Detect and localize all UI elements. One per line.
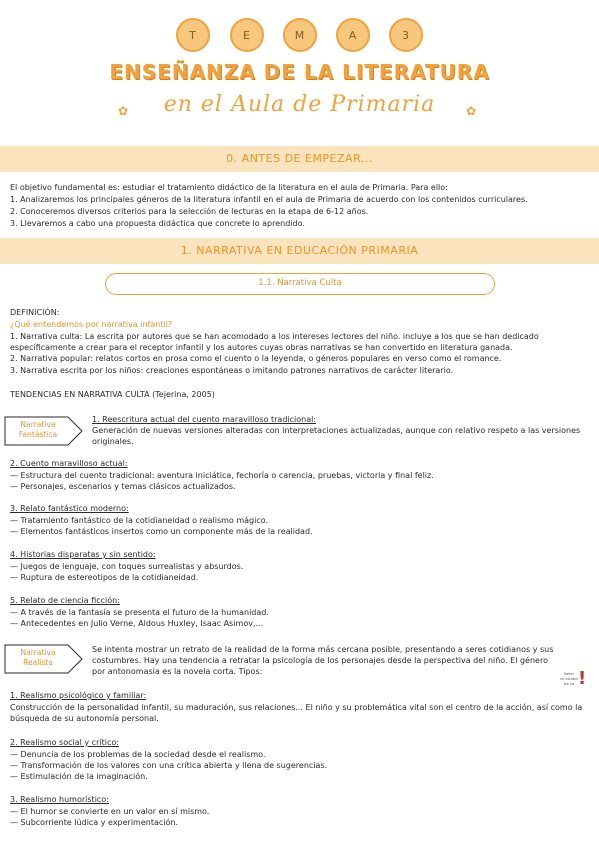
f2-title: 2. Cuento maravilloso actual: xyxy=(10,459,128,468)
note-line3: ele ya xyxy=(563,682,575,686)
definition-item-3: 3. Narrativa escrita por los niños: creaciones espontáneas o imitando patrones narrativos de carácter literario. xyxy=(10,366,454,375)
r2-title: 2. Realismo social y crítico: xyxy=(10,738,119,747)
section-0-band xyxy=(0,146,599,172)
subsection-title: 1.1. Narrativa Culta xyxy=(258,278,342,288)
f4-title: 4. Historias disparatas y sin sentido: xyxy=(10,550,156,559)
f1-text: Generación de nuevas versiones alteradas con interpretaciones actualizadas, aunque con relativo respeto a las versiones originales. xyxy=(92,426,581,446)
definition-item-1b: específicamente a crear para el receptor infantil y los autores cuyas obras narrativas se han convertido en literatura ganada. xyxy=(10,343,513,352)
header-letter-e: E xyxy=(230,18,264,52)
f3-item-2: — Elementos fantásticos insertos como un componente más de la realidad. xyxy=(10,527,313,536)
f4-item-2: — Ruptura de estereotipos de la cotidianeidad. xyxy=(10,573,199,582)
tag-realista xyxy=(4,644,84,674)
r1-title: 1. Realismo psicológico y familiar: xyxy=(10,691,147,700)
definition-question: ¿Qué entendemos por narrativa infantil? xyxy=(10,320,173,329)
header-letter-m: M xyxy=(283,18,317,52)
page-subtitle: en el Aula de Primaria xyxy=(163,92,436,117)
subsection-pill xyxy=(105,273,495,295)
definition-item-2: 2. Narrativa popular: relatos cortos en prosa como el cuento o la leyenda, o géneros populares en verso como el romance. xyxy=(10,354,502,363)
note-line2: no olvides xyxy=(560,677,578,681)
header-letter-3: 3 xyxy=(389,18,423,52)
exclamation-icon: ! xyxy=(578,668,587,689)
section-1-band xyxy=(0,238,599,264)
f2-item-1: — Estructura del cuento tradicional: aventura iniciática, fechoría o carencia, pruebas, victoria y final feliz. xyxy=(10,471,434,480)
page-title: ENSEÑANZA DE LA LITERATURA xyxy=(109,60,490,84)
f5-title: 5. Relato de ciencia ficción: xyxy=(10,596,120,605)
header-letter-t: T xyxy=(176,18,210,52)
r3-title: 3. Realismo humorístico: xyxy=(10,795,109,804)
r2-item-2: — Transformación de los valores con una crítica abierta y llena de sugerencias. xyxy=(10,761,328,770)
section-1-title: 1. NARRATIVA EN EDUCACIÓN PRIMARIA xyxy=(180,244,419,257)
tag-realista-line2: Realista xyxy=(23,658,53,667)
intro-item-1: 1. Analizaremos los principales géneros de la literatura infantil en el aula de Primaria de acuerdo con los contenidos curriculares. xyxy=(10,195,528,204)
section-0-title: 0. ANTES DE EMPEZAR... xyxy=(226,152,373,165)
r1-text: Construcción de la personalidad infantil, su maduración, sus relaciones... El niño y su problemática vital son el centro de la acción, así como la búsqueda de su autonomía personal. xyxy=(10,703,583,723)
tag-fantastica xyxy=(4,416,84,446)
intro-item-2: 2. Conoceremos diversos criterios para la selección de lecturas en la etapa de 6-12 años. xyxy=(10,207,369,216)
f1-title: 1. Reescritura actual del cuento maravilloso tradicional: xyxy=(92,415,317,424)
swash-right-icon: ✿ xyxy=(466,104,477,118)
f5-item-1: — A través de la fantasía se presenta el futuro de la humanidad. xyxy=(10,608,269,617)
f2-item-2: — Personajes, escenarios y temas clásicos actualizados. xyxy=(10,482,236,491)
note-line1: Saber xyxy=(563,672,575,676)
tendencias-label: TENDENCIAS EN NARRATIVA CULTA (Tejerina, 2005) xyxy=(10,390,215,399)
r2-item-1: — Denuncia de los problemas de la sociedad desde el realismo. xyxy=(10,750,266,759)
r3-item-2: — Subcorriente lúdica y experimentación. xyxy=(10,818,179,827)
swash-left-icon: ✿ xyxy=(118,104,129,118)
tag-fantastica-line1: Narrativa xyxy=(20,420,56,429)
tag-fantastica-line2: Fantástica xyxy=(18,430,58,439)
definition-label: DEFINICIÓN: xyxy=(10,308,60,317)
definition-item-1: 1. Narrativa culta: La escrita por autores que se han acomodado a los intereses lectores del niño. incluye a los que se han dedicado xyxy=(10,332,539,341)
f3-title: 3. Relato fantástico moderno: xyxy=(10,504,129,513)
r3-item-1: — El humor se convierte en un valor en sí mismo. xyxy=(10,807,210,816)
f3-item-1: — Tratamiento fantástico de la cotidianeidad o realismo mágico. xyxy=(10,516,269,525)
intro-item-3: 3. Llevaremos a cabo una propuesta didáctica que concrete lo aprendido. xyxy=(10,219,305,228)
realista-text: Se intenta mostrar un retrato de la realidad de la forma más cercana posible, presentando a seres cotidianos y sus costumbres. Hay una tendencia a retratar la psicología de los personajes desde la perspectiva del niño. El género por antonomasia es la novela corta. Tipos: xyxy=(92,645,554,676)
f4-item-1: — Juegos de lenguaje, con toques surrealistas y absurdos. xyxy=(10,562,244,571)
intro-lead: El objetivo fundamental es: estudiar el tratamiento didáctico de la literatura en el aula de Primaria. Para ello: xyxy=(10,183,448,192)
r2-item-3: — Estimulación de la imaginación. xyxy=(10,772,148,781)
tag-realista-line1: Narrativa xyxy=(20,648,56,657)
header-letter-a: A xyxy=(336,18,370,52)
f5-item-2: — Antecedentes en Julio Verne, Aldous Huxley, Isaac Asimov,... xyxy=(10,619,264,628)
